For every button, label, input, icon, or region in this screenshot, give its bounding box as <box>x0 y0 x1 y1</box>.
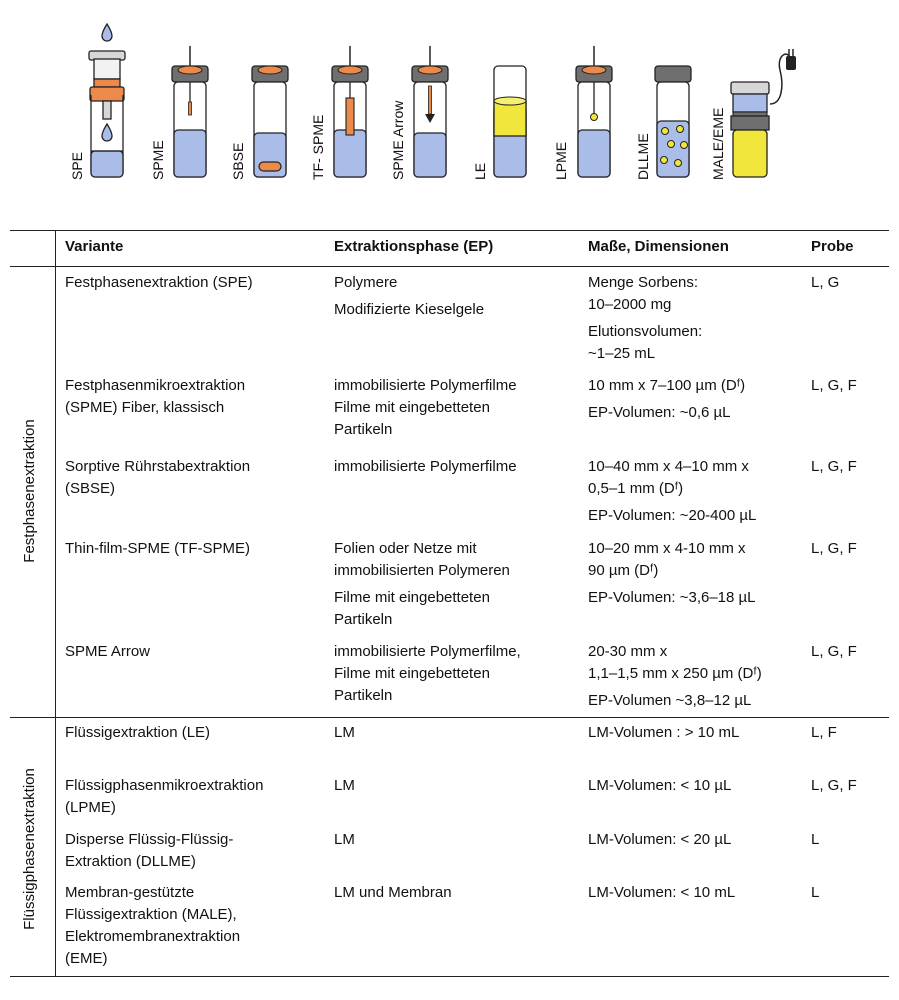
variant-cell: Extraktion (DLLME) <box>65 853 196 870</box>
device-label: LE <box>472 162 488 180</box>
extraction-phase-cell: Filme mit eingebetteten <box>334 589 490 606</box>
extraction-phase-cell: Folien oder Netze mit <box>334 540 477 557</box>
dimensions-cell: 0,5–1 mm (Dᶠ) <box>588 480 684 497</box>
variant-cell: SPME Arrow <box>65 643 151 660</box>
variant-cell: (EME) <box>65 950 108 967</box>
header-variant: Variante <box>65 238 124 255</box>
dimensions-cell: LM-Volumen: < 10 µL <box>588 777 732 794</box>
device-label: DLLME <box>635 133 651 180</box>
extraction-phase-cell: Modifizierte Kieselgele <box>334 301 485 318</box>
device-label: TF- SPME <box>310 114 326 180</box>
device-label: SPME Arrow <box>390 100 406 180</box>
extraction-phase-cell: LM <box>334 777 355 794</box>
variant-cell: (SBSE) <box>65 480 116 497</box>
dimensions-cell: 1,1–1,5 mm x 250 µm (Dᶠ) <box>588 665 762 682</box>
sample-type-cell: L, G, F <box>811 777 857 794</box>
variant-cell: Festphasenmikroextraktion <box>65 377 246 394</box>
extraction-phase-cell: Filme mit eingebetteten <box>334 665 490 682</box>
extraction-phase-cell: Polymere <box>334 274 398 291</box>
extraction-phase-cell: immobilisierte Polymerfilme, <box>334 643 521 660</box>
dimensions-cell: 10–40 mm x 4–10 mm x <box>588 458 749 475</box>
variant-cell: Festphasenextraktion (SPE) <box>65 274 253 291</box>
extraction-phase-cell: Partikeln <box>334 687 393 704</box>
variant-cell: Elektromembranextraktion <box>65 928 241 945</box>
device-label: SBSE <box>230 142 246 180</box>
extraction-phase-cell: Partikeln <box>334 421 393 438</box>
sample-type-cell: L, F <box>811 724 837 741</box>
dimensions-cell: Elutionsvolumen: <box>588 323 703 340</box>
group-label-solid-phase: Festphasenextraktion <box>21 419 38 563</box>
sample-type-cell: L, G, F <box>811 377 857 394</box>
extraction-phase-cell: LM <box>334 724 355 741</box>
sample-type-cell: L, G, F <box>811 458 857 475</box>
group-column-divider <box>55 230 56 976</box>
table-bottom-rule <box>10 976 889 977</box>
header-sample: Probe <box>811 238 854 255</box>
variant-cell: Flüssigphasenmikroextraktion <box>65 777 264 794</box>
dimensions-cell: EP-Volumen ~3,8–12 µL <box>588 692 752 709</box>
sample-type-cell: L, G, F <box>811 643 857 660</box>
extraction-phase-cell: LM und Membran <box>334 884 452 901</box>
group-label-liquid-phase: Flüssigphasenextraktion <box>21 768 38 930</box>
extraction-phase-cell: Filme mit eingebetteten <box>334 399 490 416</box>
variant-cell: Flüssigextraktion (MALE), <box>65 906 237 923</box>
extraction-phase-cell: immobilisierte Polymerfilme <box>334 377 517 394</box>
dimensions-cell: Menge Sorbens: <box>588 274 699 291</box>
extraction-phase-cell: immobilisierten Polymeren <box>334 562 510 579</box>
dimensions-cell: LM-Volumen: < 20 µL <box>588 831 732 848</box>
sample-type-cell: L <box>811 831 820 848</box>
dimensions-cell: LM-Volumen: < 10 mL <box>588 884 736 901</box>
device-label: SPE <box>69 151 85 180</box>
device-label: SPME <box>150 140 166 180</box>
sample-type-cell: L, G, F <box>811 540 857 557</box>
variant-cell: Flüssigextraktion (LE) <box>65 724 211 741</box>
table-top-rule <box>10 230 889 231</box>
dimensions-cell: 10–20 mm x 4-10 mm x <box>588 540 746 557</box>
dimensions-cell: LM-Volumen : > 10 mL <box>588 724 740 741</box>
dimensions-cell: 90 µm (Dᶠ) <box>588 562 659 579</box>
dimensions-cell: EP-Volumen: ~3,6–18 µL <box>588 589 756 606</box>
sample-type-cell: L <box>811 884 820 901</box>
group-divider-rule <box>10 717 889 718</box>
dimensions-cell: 10 mm x 7–100 µm (Dᶠ) <box>588 377 746 394</box>
variant-cell: Membran-gestützte <box>65 884 195 901</box>
device-label: MALE/EME <box>710 107 726 180</box>
sample-type-cell: L, G <box>811 274 840 291</box>
dimensions-cell: 20-30 mm x <box>588 643 668 660</box>
variant-cell: Thin-film-SPME (TF-SPME) <box>65 540 250 557</box>
header-extraction-phase: Extraktionsphase (EP) <box>334 238 494 255</box>
extraction-phase-cell: LM <box>334 831 355 848</box>
header-dimensions: Maße, Dimensionen <box>588 238 729 255</box>
device-label: LPME <box>553 141 569 180</box>
extraction-phase-cell: Partikeln <box>334 611 393 628</box>
variant-cell: (SPME) Fiber, klassisch <box>65 399 225 416</box>
dimensions-cell: ~1–25 mL <box>588 345 656 362</box>
variant-cell: (LPME) <box>65 799 116 816</box>
variant-cell: Disperse Flüssig-Flüssig- <box>65 831 234 848</box>
dimensions-cell: EP-Volumen: ~0,6 µL <box>588 404 731 421</box>
dimensions-cell: 10–2000 mg <box>588 296 672 313</box>
header-bottom-rule <box>10 266 889 267</box>
dimensions-cell: EP-Volumen: ~20-400 µL <box>588 507 757 524</box>
variant-cell: Sorptive Rührstabextraktion <box>65 458 251 475</box>
extraction-phase-cell: immobilisierte Polymerfilme <box>334 458 517 475</box>
